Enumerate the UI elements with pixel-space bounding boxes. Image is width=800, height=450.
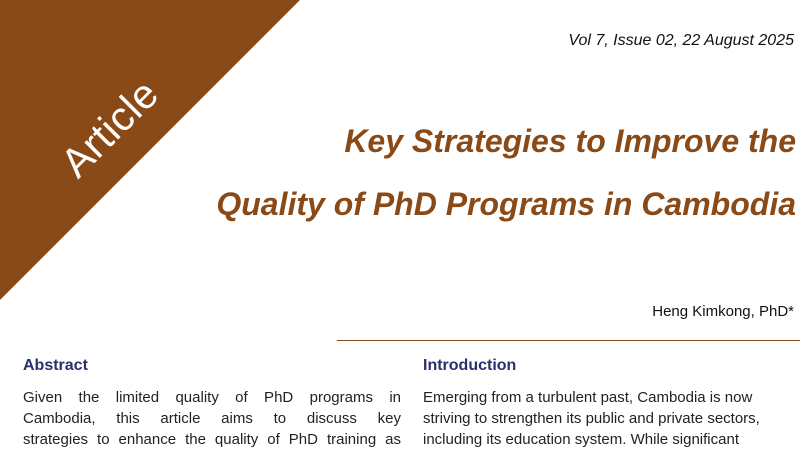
introduction-line: Emerging from a turbulent past, Cambodia is now	[423, 389, 753, 406]
abstract-line: strategies to enhance the quality of PhD training as	[23, 431, 401, 448]
abstract-line: Cambodia, this article aims to discuss key	[23, 410, 401, 427]
title-line-1: Key Strategies to Improve the	[344, 123, 796, 159]
introduction-line: striving to strengthen its public and private sectors,	[423, 410, 760, 427]
abstract-line: Given the limited quality of PhD programs in	[23, 389, 401, 406]
author-name: Heng Kimkong, PhD*	[652, 303, 794, 320]
introduction-text	[423, 387, 800, 450]
article-title	[216, 110, 796, 236]
issue-info: Vol 7, Issue 02, 22 August 2025	[568, 32, 794, 49]
introduction-heading: Introduction	[423, 357, 517, 374]
divider-rule	[337, 340, 800, 341]
title-line-2: Quality of PhD Programs in Cambodia	[216, 186, 796, 222]
introduction-line: including its education system. While significant	[423, 431, 739, 448]
abstract-text	[23, 387, 401, 450]
abstract-heading: Abstract	[23, 357, 88, 374]
ribbon-label: Article	[51, 70, 168, 186]
